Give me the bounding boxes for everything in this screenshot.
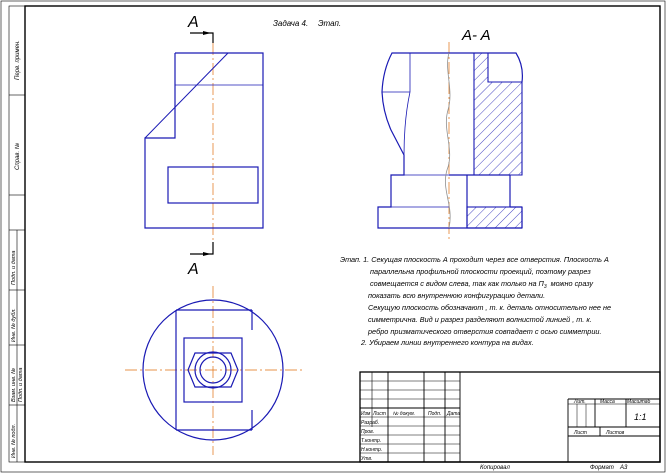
hatch-upper xyxy=(474,53,522,175)
tb-format-value: A3 xyxy=(620,465,628,471)
notes xyxy=(340,255,611,347)
note-line-5: Секущую плоскость обозначают , т. к. деталь относительно нее не xyxy=(368,303,612,312)
title-block xyxy=(360,372,660,462)
strip-label-3: Подп. и дата xyxy=(11,250,17,285)
note-line-3-sub: 3 xyxy=(543,284,547,290)
section-arrow-top xyxy=(190,33,213,43)
strip-label-5: Взам. инв. № xyxy=(11,367,17,402)
tb-prov: Пров. xyxy=(361,429,375,435)
tb-data: Дата xyxy=(447,411,461,417)
note-line-1: Этап. 1. Секущая плоскость А проходит через все отверстия. Плоскость А xyxy=(340,255,609,264)
section-mark-top: A xyxy=(188,14,199,31)
note-line-7: ребро призматического отверстия совпадает с осью симметрии. xyxy=(368,327,602,336)
drawing-frame xyxy=(25,6,660,462)
tb-ndokum: № докум. xyxy=(393,411,416,417)
tb-massa: Масса xyxy=(600,399,615,405)
note-line-6: симметрична. Вид и разрез разделяют волнистой линией , т. к. xyxy=(368,315,592,324)
tb-masshtab: Масштаб xyxy=(627,399,651,405)
section-arrow-bottom xyxy=(190,242,213,254)
tb-format: Формат xyxy=(590,465,614,471)
tb-lit: Лит. xyxy=(574,399,586,405)
note-line-2: параллельна профильной плоскости проекций, поэтому разрез xyxy=(370,267,591,276)
tb-list: Лист xyxy=(373,411,386,417)
strip-label-1: Перв. примен. xyxy=(15,40,21,80)
note-line-3: совмещается с видом слева, так как только на П xyxy=(370,279,544,288)
note-line-3-end: можно сразу xyxy=(550,279,594,288)
tb-nkontr: Н.контр. xyxy=(361,447,383,453)
section-title: A- A xyxy=(462,27,491,44)
tb-utv: Утв. xyxy=(361,456,373,462)
tb-izm: Изм xyxy=(361,411,371,417)
tb-razrab: Разраб. xyxy=(361,420,380,426)
front-view xyxy=(145,14,263,278)
section-view xyxy=(378,27,522,240)
strip-label-4: Инв. № дубл. xyxy=(11,308,17,342)
tb-list-label: Лист xyxy=(574,430,587,436)
section-mark-bottom: A xyxy=(188,261,199,278)
tb-tkontr: Т.контр. xyxy=(361,438,382,444)
task-title: Задача 4. xyxy=(273,19,309,28)
svg-text:совмещается с видом слева, так xyxy=(370,279,594,290)
strip-label-6: Подп. и дата xyxy=(18,367,24,402)
wavy-break-line xyxy=(445,53,450,228)
note-line-4: показать всю внутреннюю конфигурацию детали. xyxy=(368,291,546,300)
tb-listov: Листов xyxy=(606,430,625,436)
top-view xyxy=(125,286,305,455)
task-title-stage: Этап. xyxy=(318,19,342,28)
tb-podp: Подп. xyxy=(428,411,442,417)
sheet-border xyxy=(1,1,665,472)
strip-label-2: Справ. № xyxy=(15,142,21,170)
note-line-8: 2. Убираем линии внутреннего контура на видах. xyxy=(361,338,534,347)
tb-kopiroval: Копировал xyxy=(480,465,510,471)
front-outline xyxy=(145,53,263,228)
tb-scale-value: 1:1 xyxy=(634,412,647,422)
hatch-lower xyxy=(467,207,522,228)
strip-label-7: Инв. № подл. xyxy=(11,423,17,458)
